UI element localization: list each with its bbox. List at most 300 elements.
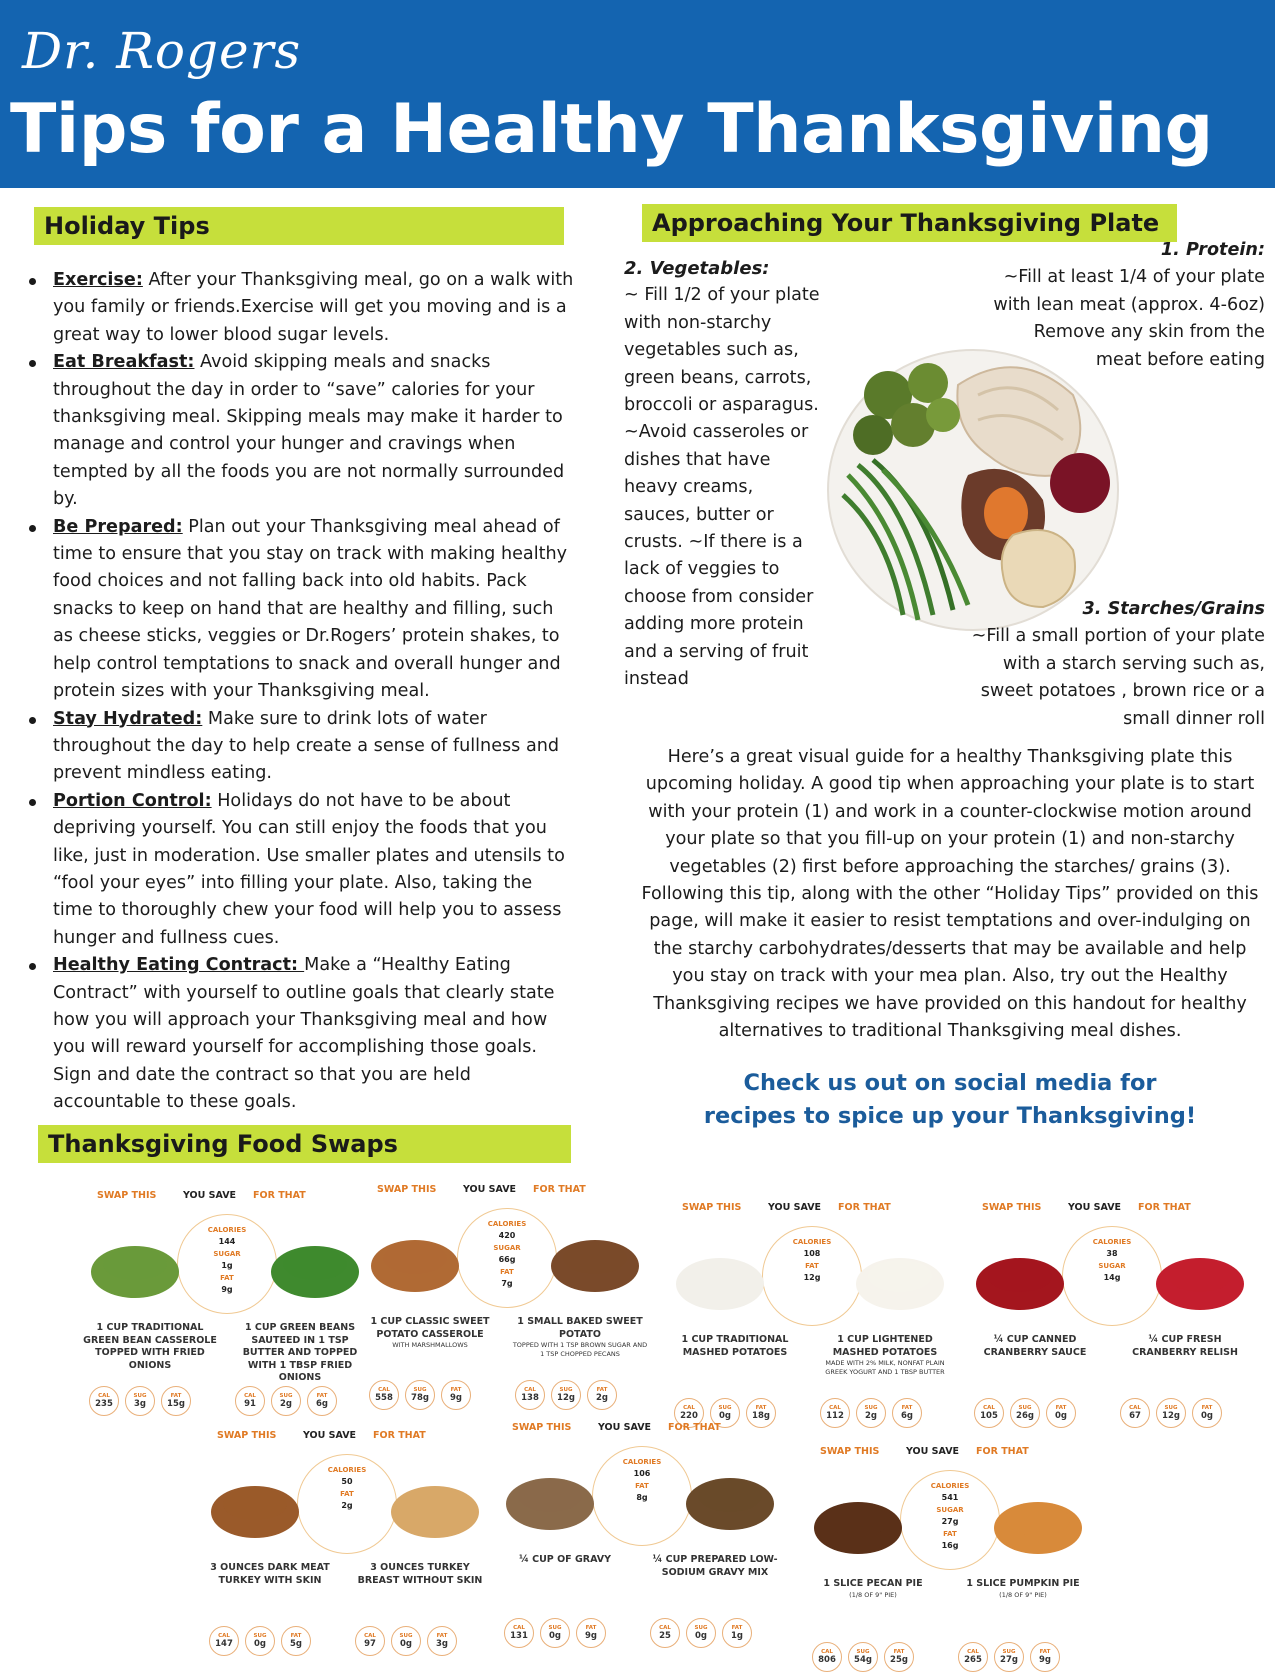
nutrition-value: 26g	[1016, 1411, 1034, 1421]
tip-item	[26, 267, 576, 349]
nutrition-badge	[515, 1380, 545, 1410]
nutrition-badge	[848, 1642, 878, 1672]
swap-this-label: SWAP THIS	[217, 1430, 277, 1441]
nutrition-value: 558	[375, 1393, 393, 1403]
nutrition-label: CAL	[378, 1387, 390, 1393]
nutrition-label: FAT	[450, 1387, 462, 1393]
thanksgiving-plate-image	[818, 335, 1128, 635]
tip-text: Make sure to drink lots of water throughout the day to help create a sense of fullness and prevent mindless eating.	[53, 708, 560, 784]
for-that-nutrition	[820, 1398, 922, 1428]
you-save-label: YOU SAVE	[1068, 1202, 1122, 1213]
nutrition-label: CAL	[829, 1405, 841, 1411]
for-that-label: FOR THAT	[668, 1422, 721, 1433]
nutrition-label: FAT	[316, 1393, 328, 1399]
swap-header	[970, 1202, 1260, 1218]
nutrition-badge	[441, 1380, 471, 1410]
nutrition-value: 18g	[752, 1411, 770, 1421]
swap-this-nutrition	[812, 1642, 914, 1672]
nutrition-badge	[686, 1618, 716, 1648]
tip-item	[26, 952, 576, 1116]
item-subtitle: (1/8 OF 9" PIE)	[849, 1590, 897, 1599]
vegetables-heading: 2. Vegetables:	[624, 258, 770, 279]
nutrition-badge	[161, 1386, 191, 1416]
nutrition-badge	[587, 1380, 617, 1410]
nutrition-value: 265	[964, 1655, 982, 1665]
for-that-item-name	[953, 1578, 1093, 1600]
save-stat-label: CALORIES	[930, 1482, 970, 1490]
for-that-label: FOR THAT	[253, 1190, 306, 1201]
save-stat-value: 14g	[1103, 1273, 1121, 1282]
swap-this-item-name	[665, 1334, 805, 1359]
nutrition-label: CAL	[983, 1405, 995, 1411]
save-stat	[1062, 1236, 1162, 1260]
social-media-callout	[680, 1067, 1220, 1133]
nutrition-label: SUG	[1002, 1649, 1016, 1655]
save-stat-label: CALORIES	[207, 1226, 247, 1234]
tip-item	[26, 788, 576, 952]
nutrition-label: SUG	[548, 1625, 562, 1631]
save-stat-value: 420	[498, 1231, 516, 1240]
nutrition-label: FAT	[755, 1405, 767, 1411]
nutrition-value: 138	[521, 1393, 539, 1403]
food-swap-card	[500, 1422, 790, 1652]
swap-header	[205, 1430, 495, 1446]
swap-this-food-image	[970, 1236, 1070, 1316]
save-stat-value: 7g	[501, 1279, 513, 1288]
nutrition-value: 5g	[290, 1639, 302, 1649]
nutrition-value: 9g	[450, 1393, 462, 1403]
nutrition-value: 12g	[1162, 1411, 1180, 1421]
save-stat-value: 541	[941, 1493, 959, 1502]
nutrition-badge	[1046, 1398, 1076, 1428]
social-line-2: recipes to spice up your Thanksgiving!	[703, 1103, 1197, 1129]
for-that-item-name	[1115, 1334, 1255, 1359]
nutrition-value: 15g	[167, 1399, 185, 1409]
for-that-nutrition	[958, 1642, 1060, 1672]
swap-this-food-image	[85, 1224, 185, 1304]
nutrition-label: CAL	[524, 1387, 536, 1393]
swap-this-item-name	[80, 1322, 220, 1372]
save-stat	[457, 1266, 557, 1290]
nutrition-badge	[812, 1642, 842, 1672]
vegetables-block	[624, 255, 824, 694]
nutrition-badge	[722, 1618, 752, 1648]
nutrition-label: CAL	[821, 1649, 833, 1655]
nutrition-value: 131	[510, 1631, 528, 1641]
nutrition-value: 9g	[1039, 1655, 1051, 1665]
for-that-nutrition	[355, 1626, 457, 1656]
nutrition-value: 220	[680, 1411, 698, 1421]
nutrition-label: CAL	[98, 1393, 110, 1399]
nutrition-badge	[856, 1398, 886, 1428]
starches-block	[955, 596, 1265, 733]
save-stat	[177, 1272, 277, 1296]
item-title: ¼ CUP PREPARED LOW-SODIUM GRAVY MIX	[652, 1554, 778, 1578]
for-that-food-image	[265, 1224, 365, 1304]
nutrition-value: 0g	[1055, 1411, 1067, 1421]
item-title: 1 SLICE PECAN PIE	[823, 1578, 923, 1589]
nutrition-value: 78g	[411, 1393, 429, 1403]
nutrition-badge	[405, 1380, 435, 1410]
item-title: 1 CUP LIGHTENED MASHED POTATOES	[832, 1334, 938, 1358]
save-stat	[900, 1504, 1000, 1528]
nutrition-value: 806	[818, 1655, 836, 1665]
swap-this-label: SWAP THIS	[97, 1190, 157, 1201]
item-title: 3 OUNCES DARK MEAT TURKEY WITH SKIN	[210, 1562, 330, 1586]
nutrition-badge	[820, 1398, 850, 1428]
nutrition-value: 9g	[585, 1631, 597, 1641]
nutrition-label: SUG	[856, 1649, 870, 1655]
nutrition-label: SUG	[559, 1387, 573, 1393]
nutrition-label: FAT	[893, 1649, 905, 1655]
nutrition-value: 6g	[316, 1399, 328, 1409]
item-subtitle: (1/8 OF 9" PIE)	[999, 1590, 1047, 1599]
save-stat	[457, 1242, 557, 1266]
food-swap-card	[808, 1446, 1098, 1676]
nutrition-label: FAT	[596, 1387, 608, 1393]
save-stat	[762, 1236, 862, 1260]
save-stat-label: SUGAR	[936, 1506, 964, 1514]
swap-header	[365, 1184, 655, 1200]
swap-this-nutrition	[369, 1380, 471, 1410]
nutrition-badge	[958, 1642, 988, 1672]
save-stat-label: FAT	[635, 1482, 649, 1490]
vegetables-text: ~ Fill 1/2 of your plate with non-starchy vegetables such as, green beans, carrots, broccoli or asparagus. ~Avoid casseroles or dishes that have heavy creams, sauces, butter or crusts. ~If there is a lack of veggies to choose from consider adding more protein and a serving of fruit instead	[624, 285, 820, 690]
nutrition-badge	[1030, 1642, 1060, 1672]
swap-this-nutrition	[974, 1398, 1076, 1428]
nutrition-label: FAT	[436, 1633, 448, 1639]
save-stat	[900, 1528, 1000, 1552]
nutrition-badge	[235, 1386, 265, 1416]
save-stat-value: 66g	[498, 1255, 516, 1264]
save-stat-value: 12g	[803, 1273, 821, 1282]
nutrition-value: 67	[1129, 1411, 1141, 1421]
savings-stats	[900, 1480, 1000, 1552]
swap-this-food-image	[365, 1218, 465, 1298]
holiday-tips-heading: Holiday Tips	[34, 207, 564, 245]
for-that-label: FOR THAT	[838, 1202, 891, 1213]
save-stat	[177, 1248, 277, 1272]
swap-header	[500, 1422, 790, 1438]
nutrition-label: FAT	[901, 1405, 913, 1411]
tip-text: Plan out your Thanksgiving meal ahead of time to ensure that you stay on track with making healthy food choices and not falling back into old habits. Pack snacks to keep on hand that are healthy and filling, such as cheese sticks, veggies or Dr.Rogers’ protein shakes, to help control temptations to snack and overall hunger and protein sizes with your Thanksgiving meal.	[53, 516, 568, 702]
save-stat-label: SUGAR	[1098, 1262, 1126, 1270]
savings-stats	[762, 1236, 862, 1284]
item-title: 1 CUP TRADITIONAL GREEN BEAN CASSEROLE TOPPED WITH FRIED ONIONS	[83, 1322, 217, 1371]
food-swap-card	[205, 1430, 495, 1660]
food-swaps-heading: Thanksgiving Food Swaps	[38, 1125, 571, 1163]
item-subtitle: TOPPED WITH 1 TSP BROWN SUGAR AND 1 TSP CHOPPED PECANS	[512, 1341, 648, 1358]
save-stat	[592, 1480, 692, 1504]
protein-heading: 1. Protein:	[1160, 240, 1265, 260]
save-stat-label: CALORIES	[327, 1466, 367, 1474]
swap-this-food-image	[500, 1456, 600, 1536]
you-save-label: YOU SAVE	[183, 1190, 237, 1201]
for-that-item-name	[815, 1334, 955, 1377]
nutrition-badge	[307, 1386, 337, 1416]
tip-item	[26, 706, 576, 788]
item-title: 1 CUP TRADITIONAL MASHED POTATOES	[681, 1334, 789, 1358]
save-stat	[297, 1464, 397, 1488]
nutrition-badge	[271, 1386, 301, 1416]
nutrition-value: 0g	[254, 1639, 266, 1649]
nutrition-badge	[504, 1618, 534, 1648]
nutrition-badge	[89, 1386, 119, 1416]
food-swap-card	[365, 1184, 655, 1414]
nutrition-badge	[1120, 1398, 1150, 1428]
save-stat-label: FAT	[220, 1274, 234, 1282]
swap-this-nutrition	[504, 1618, 606, 1648]
nutrition-badge	[281, 1626, 311, 1656]
savings-stats	[297, 1464, 397, 1512]
nutrition-label: SUG	[413, 1387, 427, 1393]
nutrition-badge	[1010, 1398, 1040, 1428]
for-that-label: FOR THAT	[1138, 1202, 1191, 1213]
item-title: 3 OUNCES TURKEY BREAST WITHOUT SKIN	[357, 1562, 483, 1586]
swap-this-label: SWAP THIS	[512, 1422, 572, 1433]
plate-heading: Approaching Your Thanksgiving Plate	[642, 204, 1177, 242]
you-save-label: YOU SAVE	[303, 1430, 357, 1441]
save-stat-value: 1g	[221, 1261, 233, 1270]
for-that-food-image	[680, 1456, 780, 1536]
savings-stats	[177, 1224, 277, 1296]
you-save-label: YOU SAVE	[463, 1184, 517, 1195]
item-title: 1 SMALL BAKED SWEET POTATO	[517, 1316, 643, 1340]
nutrition-value: 25	[659, 1631, 671, 1641]
save-stat-value: 9g	[221, 1285, 233, 1294]
save-stat-value: 16g	[941, 1541, 959, 1550]
for-that-nutrition	[235, 1386, 337, 1416]
nutrition-value: 27g	[1000, 1655, 1018, 1665]
save-stat-value: 108	[803, 1249, 821, 1258]
nutrition-value: 12g	[557, 1393, 575, 1403]
nutrition-label: CAL	[967, 1649, 979, 1655]
save-stat-label: CALORIES	[622, 1458, 662, 1466]
nutrition-value: 0g	[695, 1631, 707, 1641]
nutrition-label: CAL	[244, 1393, 256, 1399]
nutrition-badge	[1156, 1398, 1186, 1428]
for-that-nutrition	[515, 1380, 617, 1410]
for-that-food-image	[1150, 1236, 1250, 1316]
nutrition-value: 3g	[134, 1399, 146, 1409]
nutrition-value: 2g	[596, 1393, 608, 1403]
nutrition-value: 1g	[731, 1631, 743, 1641]
nutrition-label: CAL	[218, 1633, 230, 1639]
swap-this-item-name	[803, 1578, 943, 1600]
save-stat-value: 2g	[341, 1501, 353, 1510]
item-title: 1 CUP GREEN BEANS SAUTEED IN 1 TSP BUTTER AND TOPPED WITH 1 TBSP FRIED ONIONS	[242, 1322, 358, 1383]
save-stat-label: FAT	[500, 1268, 514, 1276]
nutrition-label: SUG	[694, 1625, 708, 1631]
save-stat	[1062, 1260, 1162, 1284]
you-save-label: YOU SAVE	[598, 1422, 652, 1433]
save-stat-label: CALORIES	[487, 1220, 527, 1228]
nutrition-badge	[427, 1626, 457, 1656]
nutrition-label: CAL	[1129, 1405, 1141, 1411]
nutrition-label: FAT	[1055, 1405, 1067, 1411]
swap-this-food-image	[670, 1236, 770, 1316]
nutrition-label: SUG	[864, 1405, 878, 1411]
for-that-nutrition	[650, 1618, 752, 1648]
nutrition-badge	[369, 1380, 399, 1410]
plate-guide-paragraph: Here’s a great visual guide for a healthy Thanksgiving plate this upcoming holiday. A good tip when approaching your plate is to start with your protein (1) and work in a counter-clockwise motion around your plate so that you fill-up on your protein (1) and non-starchy vegetables (2) first before approaching the starches/ grains (3). Following this tip, along with the other “Holiday Tips” provided on this page, will make it easier to resist temptations and over-indulging on the starchy carbohydrates/desserts that may be available and help you stay on track with your mea plan. Also, try out the Healthy Thanksgiving recipes we have provided on this handout for healthy alternatives to traditional Thanksgiving meal dishes.	[641, 747, 1259, 1042]
for-that-label: FOR THAT	[533, 1184, 586, 1195]
nutrition-value: 0g	[1201, 1411, 1213, 1421]
swap-this-label: SWAP THIS	[820, 1446, 880, 1457]
swap-this-label: SWAP THIS	[377, 1184, 437, 1195]
nutrition-value: 3g	[436, 1639, 448, 1649]
save-stat-label: FAT	[805, 1262, 819, 1270]
nutrition-badge	[892, 1398, 922, 1428]
nutrition-badge	[884, 1642, 914, 1672]
nutrition-label: SUG	[279, 1393, 293, 1399]
nutrition-value: 105	[980, 1411, 998, 1421]
nutrition-badge	[125, 1386, 155, 1416]
nutrition-label: CAL	[659, 1625, 671, 1631]
save-stat-value: 50	[341, 1477, 353, 1486]
swap-this-item-name	[965, 1334, 1105, 1359]
for-that-nutrition	[1120, 1398, 1222, 1428]
tip-label: Healthy Eating Contract:	[53, 955, 305, 976]
nutrition-value: 97	[364, 1639, 376, 1649]
save-stat	[762, 1260, 862, 1284]
you-save-label: YOU SAVE	[768, 1202, 822, 1213]
nutrition-value: 25g	[890, 1655, 908, 1665]
food-swap-card	[970, 1202, 1260, 1432]
for-that-food-image	[988, 1480, 1088, 1560]
header-banner	[0, 0, 1275, 188]
nutrition-value: 6g	[901, 1411, 913, 1421]
swap-this-label: SWAP THIS	[982, 1202, 1042, 1213]
nutrition-value: 235	[95, 1399, 113, 1409]
swap-this-food-image	[808, 1480, 908, 1560]
savings-stats	[592, 1456, 692, 1504]
nutrition-value: 2g	[865, 1411, 877, 1421]
tip-label: Stay Hydrated:	[53, 708, 203, 729]
tip-text: Avoid skipping meals and snacks throughout the day in order to “save” calories for your thanksgiving meal. Skipping meals may make it harder to manage and control your hunger and cravings when tempted by all the foods you are not normally surrounded by.	[53, 352, 565, 510]
savings-stats	[457, 1218, 557, 1290]
tip-text: After your Thanksgiving meal, go on a walk with you family or friends.Exercise will get you moving and is a great way to lower blood sugar levels.	[53, 270, 574, 345]
item-subtitle: WITH MARSHMALLOWS	[392, 1341, 468, 1349]
nutrition-value: 0g	[549, 1631, 561, 1641]
save-stat	[900, 1480, 1000, 1504]
nutrition-label: SUG	[1018, 1405, 1032, 1411]
for-that-label: FOR THAT	[373, 1430, 426, 1441]
for-that-food-image	[385, 1464, 485, 1544]
tip-text: Make a “Healthy Eating Contract” with yourself to outline goals that clearly state how you will approach your Thanksgiving meal and how you will reward yourself for accomplishing those goals. Sign and date the contract so that you are held accountable to these goals.	[53, 955, 555, 1113]
nutrition-label: FAT	[170, 1393, 182, 1399]
save-stat-label: CALORIES	[1092, 1238, 1132, 1246]
save-stat-value: 144	[218, 1237, 236, 1246]
tip-label: Be Prepared:	[53, 516, 183, 537]
tip-text: Holidays do not have to be about depriving yourself. You can still enjoy the foods that you like, just in moderation. Use smaller plates and utensils to “fool your eyes” into filling your plate. Also, taking the time to thoroughly chew your food will help you to assess hunger and fullness cues.	[53, 790, 565, 948]
starches-heading: 3. Starches/Grains	[1082, 599, 1265, 619]
nutrition-label: FAT	[731, 1625, 743, 1631]
for-that-label: FOR THAT	[976, 1446, 1029, 1457]
for-that-item-name	[230, 1322, 370, 1385]
nutrition-value: 0g	[400, 1639, 412, 1649]
nutrition-value: 54g	[854, 1655, 872, 1665]
nutrition-label: CAL	[513, 1625, 525, 1631]
nutrition-badge	[391, 1626, 421, 1656]
tip-label: Exercise:	[53, 270, 143, 290]
swap-this-item-name	[200, 1562, 340, 1587]
nutrition-label: FAT	[290, 1633, 302, 1639]
social-line-1: Check us out on social media for	[743, 1070, 1157, 1096]
nutrition-badge	[209, 1626, 239, 1656]
nutrition-badge	[974, 1398, 1004, 1428]
nutrition-badge	[576, 1618, 606, 1648]
nutrition-badge	[245, 1626, 275, 1656]
protein-text: ~Fill at least 1/4 of your plate with lean meat (approx. 4-6oz) Remove any skin from the meat before eating	[993, 267, 1265, 370]
save-stat-value: 106	[633, 1469, 651, 1478]
save-stat-value: 8g	[636, 1493, 648, 1502]
item-title: 1 SLICE PUMPKIN PIE	[966, 1578, 1080, 1589]
nutrition-label: FAT	[1039, 1649, 1051, 1655]
save-stat-value: 27g	[941, 1517, 959, 1526]
swap-this-item-name	[360, 1316, 500, 1350]
nutrition-badge	[994, 1642, 1024, 1672]
for-that-item-name	[350, 1562, 490, 1587]
swap-this-nutrition	[89, 1386, 191, 1416]
save-stat	[177, 1224, 277, 1248]
for-that-food-image	[545, 1218, 645, 1298]
holiday-tips-list	[26, 267, 576, 1117]
nutrition-value: 147	[215, 1639, 233, 1649]
nutrition-value: 2g	[280, 1399, 292, 1409]
swap-this-label: SWAP THIS	[682, 1202, 742, 1213]
food-swap-card	[670, 1202, 960, 1432]
nutrition-badge	[540, 1618, 570, 1648]
nutrition-value: 112	[826, 1411, 844, 1421]
nutrition-label: FAT	[585, 1625, 597, 1631]
nutrition-label: CAL	[364, 1633, 376, 1639]
nutrition-label: CAL	[683, 1405, 695, 1411]
nutrition-label: SUG	[253, 1633, 267, 1639]
nutrition-badge	[1192, 1398, 1222, 1428]
nutrition-value: 91	[244, 1399, 256, 1409]
save-stat-label: FAT	[943, 1530, 957, 1538]
save-stat	[297, 1488, 397, 1512]
nutrition-label: SUG	[399, 1633, 413, 1639]
nutrition-label: SUG	[133, 1393, 147, 1399]
tip-item	[26, 349, 576, 513]
food-swap-card	[85, 1190, 375, 1420]
save-stat-label: SUGAR	[213, 1250, 241, 1258]
tip-label: Portion Control:	[53, 790, 212, 811]
nutrition-badge	[650, 1618, 680, 1648]
item-title: ¼ CUP OF GRAVY	[518, 1554, 612, 1565]
for-that-item-name	[510, 1316, 650, 1359]
save-stat-label: CALORIES	[792, 1238, 832, 1246]
item-title: ¼ CUP FRESH CRANBERRY RELISH	[1132, 1334, 1238, 1358]
save-stat-label: SUGAR	[493, 1244, 521, 1252]
swap-this-nutrition	[209, 1626, 311, 1656]
tip-item	[26, 514, 576, 706]
nutrition-badge	[551, 1380, 581, 1410]
save-stat-label: FAT	[340, 1490, 354, 1498]
savings-stats	[1062, 1236, 1162, 1284]
swap-this-food-image	[205, 1464, 305, 1544]
swap-header	[808, 1446, 1098, 1462]
swap-this-item-name	[495, 1554, 635, 1567]
swap-header	[670, 1202, 960, 1218]
tip-label: Eat Breakfast:	[53, 352, 195, 373]
nutrition-label: FAT	[1201, 1405, 1213, 1411]
nutrition-label: SUG	[1164, 1405, 1178, 1411]
you-save-label: YOU SAVE	[906, 1446, 960, 1457]
item-title: ¼ CUP CANNED CRANBERRY SAUCE	[983, 1334, 1087, 1358]
